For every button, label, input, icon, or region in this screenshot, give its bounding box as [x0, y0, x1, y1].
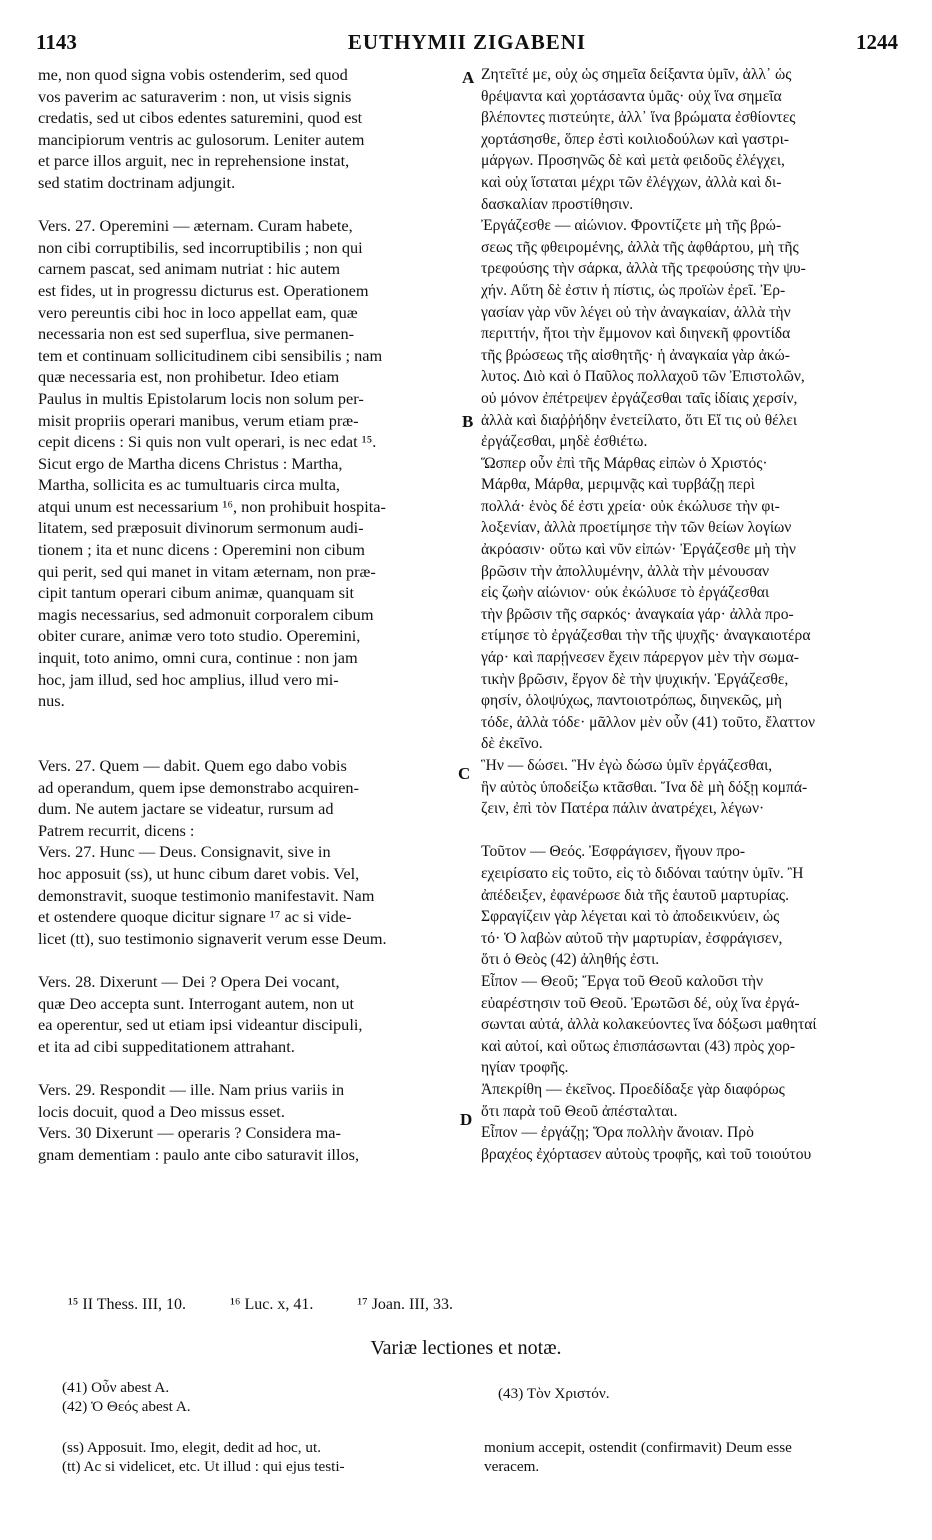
latin-text-line: et ita ad cibi suppeditationem attrahant.: [38, 1036, 295, 1056]
latin-text-line: gnam dementiam : paulo ante cibo saturavit illos,: [38, 1144, 360, 1164]
greek-text-line: [481, 820, 893, 842]
latin-text-line: inquit, toto animo, omni cura, continue : non jam: [38, 648, 358, 668]
latin-text-line: nus.: [38, 691, 65, 711]
latin-text-line: et ostendere quoque dicitur signare ¹⁷ ac si vide-: [38, 907, 352, 927]
greek-text-line: τρεφούσης τὴν σάρκα, ἀλλὰ τῆς τρεφούσης τὴν ψυ-: [481, 260, 806, 278]
greek-text-line: χορτάσησθε, ὅπερ ἐστὶ κοιλιοδούλων καὶ γαστρι-: [481, 130, 789, 148]
greek-text-line: Σφραγίζειν γὰρ λέγεται καὶ τὸ ἀποδεικνύειν, ὡς: [481, 908, 780, 926]
greek-text-line: Ζητεῖτέ με, οὐχ ὡς σημεῖα δείξαντα ὑμῖν, ἀλλ᾽ ὡς: [481, 66, 792, 83]
greek-text-line: δὲ ἐκεῖνο.: [481, 735, 543, 753]
note-line: (tt) Ac si videlicet, etc. Ut illud : qui ejus testi-: [62, 1458, 345, 1475]
latin-text-line: vos paverim ac saturaverim : non, ut visis signis: [38, 86, 352, 106]
greek-text-line: καὶ οὐχ ἵσταται μέχρι τῶν ἐλέγχων, ἀλλὰ καὶ δι-: [481, 173, 782, 191]
greek-text-line: τικὴν βρῶσιν, ἔργον δὲ τὴν ψυχικήν. Ἐργάζεσθε,: [481, 670, 789, 688]
page-header: [36, 30, 898, 56]
latin-text-line: qui perit, sed qui manet in vitam æternam, non præ-: [38, 561, 376, 581]
greek-text-line: φησίν, ὁλοψύχως, παντοιοτρόπως, διηνεκῶς, μὴ: [481, 692, 783, 710]
latin-text-line: quæ Deo accepta sunt. Interrogant autem, non ut: [38, 993, 355, 1013]
latin-text-line: [38, 194, 454, 216]
greek-text-line: Ἣν — δώσει. Ἣν ἐγὼ δώσω ὑμῖν ἐργάζεσθαι,: [481, 757, 773, 774]
greek-text-line: δασκαλίαν προστίθησιν.: [481, 195, 634, 213]
page-number-left: 1143: [36, 30, 77, 54]
page-number-right: 1244: [856, 30, 898, 54]
latin-text-line: demonstravit, suoque testimonio manifestavit. Nam: [38, 885, 375, 905]
greek-text-line: λοξενίαν, ἀλλὰ προετίμησε τὴν τῶν θείων λογίων: [481, 519, 792, 537]
latin-text-line: hoc apposuit (ss), ut hunc cibum daret vobis. Vel,: [38, 863, 360, 883]
latin-text-line: Vers. 27. Quem — dabit. Quem ego dabo vobis: [38, 756, 347, 775]
greek-text-line: μάργων. Προσηνῶς δὲ καὶ μετὰ φειδοῦς ἐλέγχει,: [481, 152, 785, 170]
greek-text-line: ἀκρόασιν· οὕτω καὶ νῦν εἰπών· Ἐργάζεσθε μὴ τὴν: [481, 541, 796, 559]
latin-text-line: et parce illos arguit, nec in reprehensione instat,: [38, 151, 350, 171]
greek-text-line: εχειρίσατο εἰς τοῦτο, εἰς τὸ διδόναι ταύτην ὑμῖν. Ἢ: [481, 864, 804, 882]
footnotes: [68, 1296, 493, 1314]
latin-text-line: atqui unum est necessarium ¹⁶, non prohibuit hospita-: [38, 496, 386, 516]
latin-text-line: vero pereuntis cibi hoc in loco appellat eam, quæ: [38, 302, 358, 322]
greek-text-line: Ὥσπερ οὖν ἐπὶ τῆς Μάρθας εἰπὼν ὁ Χριστός·: [481, 454, 768, 472]
greek-text-line: Εἶπον — ἐργάζῃ; Ὅρα πολλὴν ἄνοιαν. Πρὸ: [481, 1124, 754, 1142]
footnote: ¹⁵ II Thess. III, 10.: [68, 1296, 187, 1313]
greek-text-line: περιττήν, ἤτοι τὴν ἔμμονον καὶ διηνεκῆ φροντίδα: [481, 325, 791, 343]
latin-text-line: sed statim doctrinam adjungit.: [38, 172, 236, 192]
notes2-left: [62, 1438, 482, 1476]
section-marker-c: C: [458, 764, 471, 783]
greek-text-line: ἣν αὐτὸς ὑποδείξω κτᾶσθαι. Ἵνα δὲ μὴ δόξῃ κομπά-: [481, 778, 808, 796]
latin-text-line: tem et continuam sollicitudinem cibi sensibilis ; nam: [38, 345, 383, 365]
latin-text-line: quæ necessaria est, non prohibetur. Ideo etiam: [38, 367, 340, 387]
greek-text-line: Ἐργάζεσθε — αἰώνιον. Φροντίζετε μὴ τῆς βρώ-: [481, 217, 782, 235]
latin-text-line: obiter curare, animæ vero toto studio. Operemini,: [38, 626, 361, 646]
greek-text-line: χήν. Αὕτη δὲ ἐστιν ἡ πίστις, ὡς προϊὼν ἐρεῖ. Ἐρ-: [481, 281, 786, 299]
notes-title: Variæ lectiones et notæ.: [370, 1337, 562, 1359]
latin-text-line: locis docuit, quod a Deo missus esset.: [38, 1101, 285, 1121]
latin-text-line: cepit dicens : Si quis non vult operari, is nec edat ¹⁵.: [38, 432, 377, 452]
running-title: EUTHYMII ZIGABENI: [347, 30, 587, 54]
greek-text-line: λυτος. Διὸ καὶ ὁ Παῦλος πολλαχοῦ τῶν Ἐπιστολῶν,: [481, 368, 805, 386]
latin-text-line: licet (tt), suo testimonio signaverit verum esse Deum.: [38, 928, 387, 948]
latin-text-line: Vers. 30 Dixerunt — operaris ? Considera ma-: [38, 1123, 341, 1143]
latin-text-line: litatem, sed præposuit divinorum sermonum audi-: [38, 518, 364, 538]
greek-text-line: τὴν βρῶσιν τῆς σαρκός· ἀναγκαία γάρ· ἀλλὰ προ-: [481, 605, 794, 623]
latin-text-line: necessaria non est sed superflua, sive permanen-: [38, 324, 355, 344]
greek-text-line: σεως τῆς φθειρομένης, ἀλλὰ τῆς ἀφθάρτου, μὴ τῆς: [481, 238, 799, 256]
latin-text-line: tionem ; ita et nunc dicens : Operemini non cibum: [38, 540, 365, 560]
latin-text-line: Patrem recurrit, dicens :: [38, 820, 195, 840]
latin-column: [38, 64, 454, 1165]
note-line: (41) Οὖν abest A.: [62, 1379, 170, 1396]
latin-text-line: credatis, sed ut cibos edentes saturemini, quod est: [38, 108, 363, 128]
latin-text-line: hoc, jam illud, sed hoc amplius, illud vero mi-: [38, 669, 339, 689]
section-marker-d: D: [460, 1110, 473, 1129]
greek-text-line: ετίμησε τὸ ἐργάζεσθαι τὴν τῆς ψυχῆς· ἀναγκαιοτέρα: [481, 627, 811, 645]
latin-text-line: ea operentur, sed ut etiam ipsi videantur discipuli,: [38, 1015, 363, 1035]
latin-text-line: misit propriis operari manibus, verum etiam præ-: [38, 410, 359, 430]
greek-text-line: Τοῦτον — Θεός. Ἐσφράγισεν, ἤγουν προ-: [481, 843, 746, 861]
greek-text-line: γάρ· καὶ παρῄνεσεν ἔχειν πάρεργον μὲν τὴν σωμα-: [481, 649, 799, 667]
greek-text-line: ἐργάζεσθαι, μηδὲ ἐσθιέτω.: [481, 433, 648, 451]
greek-text-line: τόδε, ἀλλὰ τόδε· μᾶλλον μὲν οὖν (41) τοῦτο, ἔλαττον: [481, 713, 816, 731]
footnote: ¹⁷ Joan. III, 33.: [357, 1296, 453, 1313]
greek-text-line: Ἀπεκρίθη — ἐκεῖνος. Προεδίδαξε γὰρ διαφόρως: [481, 1080, 785, 1098]
note-line: (42) Ὁ Θεός abest A.: [62, 1398, 191, 1415]
note-line: monium accepit, ostendit (confirmavit) Deum esse: [484, 1439, 792, 1456]
greek-text-line: Μάρθα, Μάρθα, μεριμνᾷς καὶ τυρβάζῃ περὶ: [481, 476, 755, 494]
latin-text-line: mancipiorum ventris ac gulosorum. Leniter autem: [38, 129, 365, 149]
notes-right: [498, 1384, 898, 1403]
greek-text-line: ζειν, ἐπὶ τὸν Πατέρα πάλιν ἀνατρέχει, λέγων·: [481, 800, 765, 818]
section-marker-a: A: [462, 68, 475, 87]
note-line: (43) Τὸν Χριστόν.: [498, 1385, 610, 1402]
latin-text-line: Vers. 27. Hunc — Deus. Consignavit, sive in: [38, 842, 331, 862]
latin-text-line: dum. Ne autem jactare se videatur, rursum ad: [38, 799, 334, 819]
note-line: (ss) Apposuit. Imo, elegit, dedit ad hoc, ut.: [62, 1439, 321, 1456]
latin-text-line: [38, 712, 454, 734]
latin-text-line: Sicut ergo de Martha dicens Christus : Martha,: [38, 453, 343, 473]
latin-text-line: Vers. 27. Operemini — æternam. Curam habete,: [38, 216, 353, 236]
note-line: veracem.: [484, 1458, 540, 1475]
footnote: ¹⁶ Luc. x, 41.: [230, 1296, 314, 1313]
greek-text-line: πολλά· ἑνὸς δέ ἐστι χρεία· οὐκ ἐκώλυσε τὴν φι-: [481, 497, 780, 515]
latin-text-line: Martha, sollicita es ac tumultuaris circa multa,: [38, 475, 341, 495]
greek-text-line: καὶ αὐτοί, καὶ οὕτως ἐπισπάσωνται (43) πρὸς χορ-: [481, 1037, 796, 1055]
latin-text-line: carnem pascat, sed animam nutriat : hic autem: [38, 259, 340, 279]
latin-text-line: magis necessarius, sed admonuit corporalem cibum: [38, 604, 374, 624]
greek-column: [481, 64, 893, 1165]
latin-text-line: Vers. 28. Dixerunt — Dei ? Opera Dei vocant,: [38, 971, 340, 991]
latin-text-line: non cibi corruptibilis, sed incorruptibilis ; non qui: [38, 237, 363, 257]
section-marker-b: B: [462, 412, 474, 431]
greek-text-line: σωνται αὐτά, ἀλλὰ κολακεύοντες ἵνα δόξωσι μαθηταί: [481, 1016, 817, 1034]
greek-text-line: εἰς ζωὴν αἰώνιον· οὐκ ἐκώλυσε τὸ ἐργάζεσθαι: [481, 584, 770, 602]
greek-text-line: γασίαν γὰρ νῦν λέγει οὐ τὴν ἀναγκαίαν, ἀλλὰ τὴν: [481, 303, 791, 321]
greek-text-line: ὅτι ὁ Θεὸς (42) ἀληθής ἐστι.: [481, 951, 660, 969]
notes-left: [62, 1378, 462, 1416]
greek-text-line: βρῶσιν τὴν ἀπολλυμένην, ἀλλὰ τὴν μένουσαν: [481, 562, 770, 580]
latin-text-line: [38, 733, 454, 755]
greek-text-line: Εἶπον — Θεοῦ; Ἔργα τοῦ Θεοῦ καλοῦσι τὴν: [481, 972, 764, 990]
latin-text-line: est fides, ut in progressu dicturus est. Operationem: [38, 280, 369, 300]
greek-text-line: βλέποντες πιστεύητε, ἀλλ᾽ ἵνα βρώματα ἐσθίοντες: [481, 109, 796, 127]
latin-text-line: [38, 949, 454, 971]
greek-text-line: ἀπέδειξεν, ἐφανέρωσε διὰ τῆς ἑαυτοῦ μαρτυρίας.: [481, 886, 789, 904]
latin-text-line: ad operandum, quem ipse demonstrabo acquiren-: [38, 777, 359, 797]
greek-text-line: εὐαρέστησιν τοῦ Θεοῦ. Ἐρωτῶσι δέ, οὐχ ἵνα ἐργά-: [481, 994, 800, 1012]
latin-text-line: Vers. 29. Respondit — ille. Nam prius variis in: [38, 1079, 345, 1099]
greek-text-line: ἀλλὰ καὶ διαῤῥήδην ἐνετείλατο, ὅτι Εἴ τις οὐ θέλει: [481, 411, 798, 429]
greek-text-line: θρέψαντα καὶ χορτάσαντα ὑμᾶς· οὐχ ἵνα σημεῖα: [481, 87, 782, 105]
latin-text-line: [38, 1057, 454, 1079]
greek-text-line: οὐ μόνον ἐπέτρεψεν ἐργάζεσθαι ταῖς ἰδίαις χερσίν,: [481, 389, 798, 407]
latin-text-line: Paulus in multis Epistolarum locis non solum per-: [38, 388, 364, 408]
greek-text-line: βραχέος ἐχόρτασεν αὐτοὺς τροφῆς, καὶ τοῦ τοιούτου: [481, 1145, 812, 1163]
greek-text-line: τῆς βρώσεως τῆς αἰσθητῆς· ἡ ἀναγκαία γὰρ ἀκώ-: [481, 346, 790, 364]
latin-text-line: cipit tantum operari cibum animæ, quanquam sit: [38, 583, 355, 603]
greek-text-line: ηγίαν τροφῆς.: [481, 1059, 569, 1077]
notes2-right: [484, 1438, 904, 1476]
greek-text-line: τό· Ὁ λαβὼν αὐτοῦ τὴν μαρτυρίαν, ἐσφράγισεν,: [481, 929, 783, 947]
greek-text-line: ὅτι παρὰ τοῦ Θεοῦ ἀπέσταλται.: [481, 1102, 678, 1120]
latin-text-line: me, non quod signa vobis ostenderim, sed quod: [38, 65, 348, 84]
